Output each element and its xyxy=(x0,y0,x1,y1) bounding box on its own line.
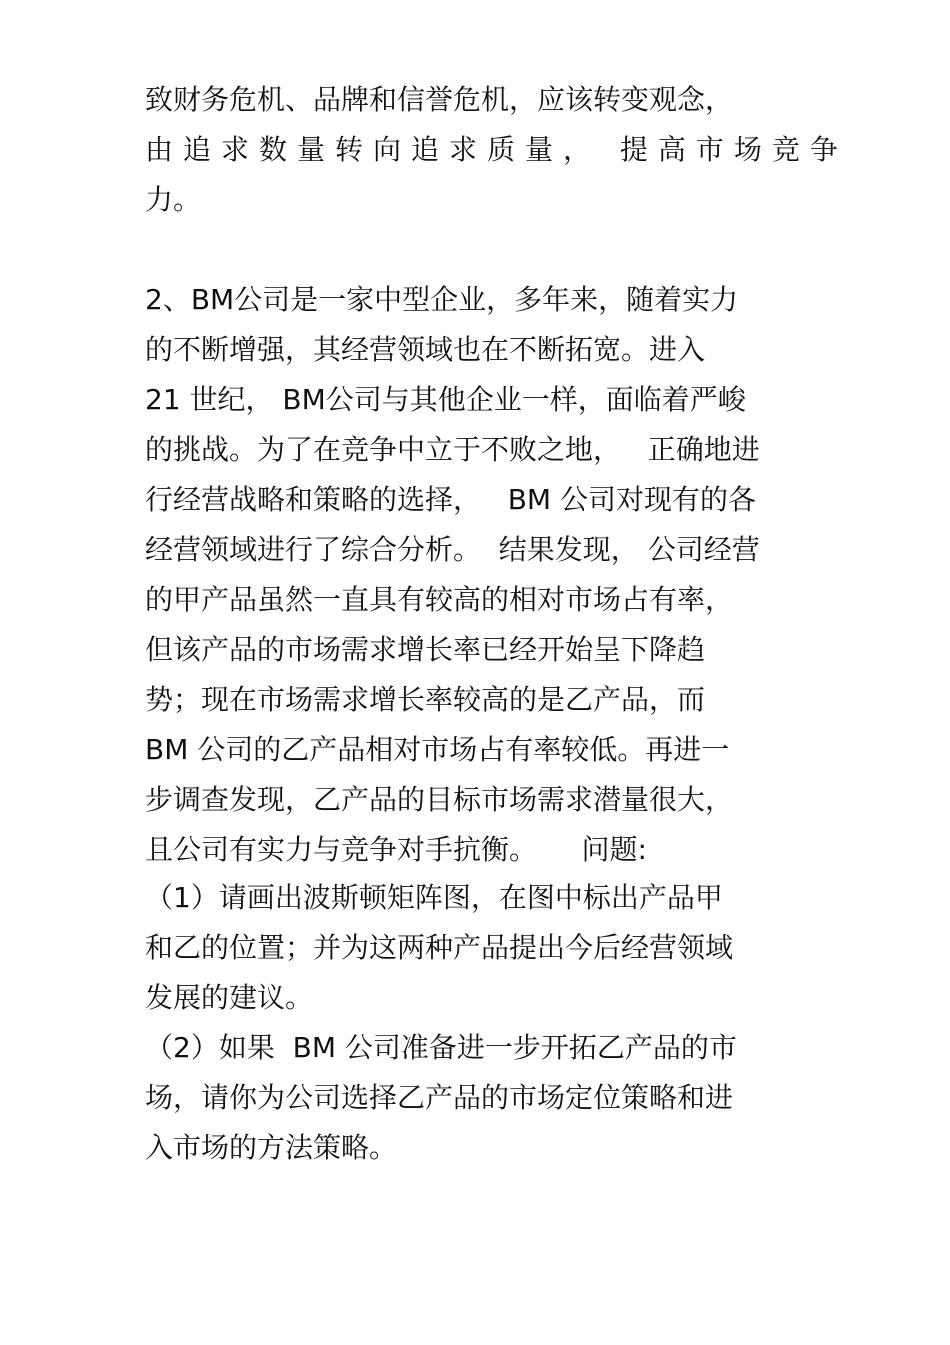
text-line: 致财务危机、品牌和信誉危机，应该转变观念， xyxy=(145,83,734,116)
question-1-line: （1）请画出波斯顿矩阵图，在图中标出产品甲 xyxy=(145,881,723,914)
text-line: 的甲产品虽然一直具有较高的相对市场占有率， xyxy=(145,583,734,616)
question-2-line: 场，请你为公司选择乙产品的市场定位策略和进 xyxy=(145,1081,734,1114)
question-1-line: 和乙的位置；并为这两种产品提出今后经营领域 xyxy=(145,931,734,964)
text-line: 势；现在市场需求增长率较高的是乙产品，而 xyxy=(145,683,706,716)
text-line: 的不断增强，其经营领域也在不断拓宽。进入 xyxy=(145,333,706,366)
text-line: 力。 xyxy=(145,183,202,216)
text-line: 的挑战。为了在竞争中立于不败之地， 正确地进 xyxy=(145,433,760,466)
text-line: BM 公司的乙产品相对市场占有率较低。再进一 xyxy=(145,733,730,766)
text-line: 步调查发现，乙产品的目标市场需求潜量很大， xyxy=(145,783,734,816)
text-line: 经营领域进行了综合分析。 结果发现， 公司经营 xyxy=(145,533,760,566)
text-line: 但该产品的市场需求增长率已经开始呈下降趋 xyxy=(145,633,706,666)
question-2-line: 入市场的方法策略。 xyxy=(145,1131,398,1164)
text-line: 2、BM公司是一家中型企业，多年来，随着实力 xyxy=(145,283,739,316)
question-heading-line: 且公司有实力与竞争对手抗衡。 问题: xyxy=(145,833,647,866)
text-line: 由追求数量转向追求质量， 提高市场竞争 xyxy=(145,133,848,166)
question-2-line: （2）如果 BM 公司准备进一步开拓乙产品的市 xyxy=(145,1031,737,1064)
text-line: 21 世纪， BM公司与其他企业一样，面临着严峻 xyxy=(145,383,746,416)
question-1-line: 发展的建议。 xyxy=(145,981,314,1014)
text-line: 行经营战略和策略的选择， BM 公司对现有的各 xyxy=(145,483,756,516)
